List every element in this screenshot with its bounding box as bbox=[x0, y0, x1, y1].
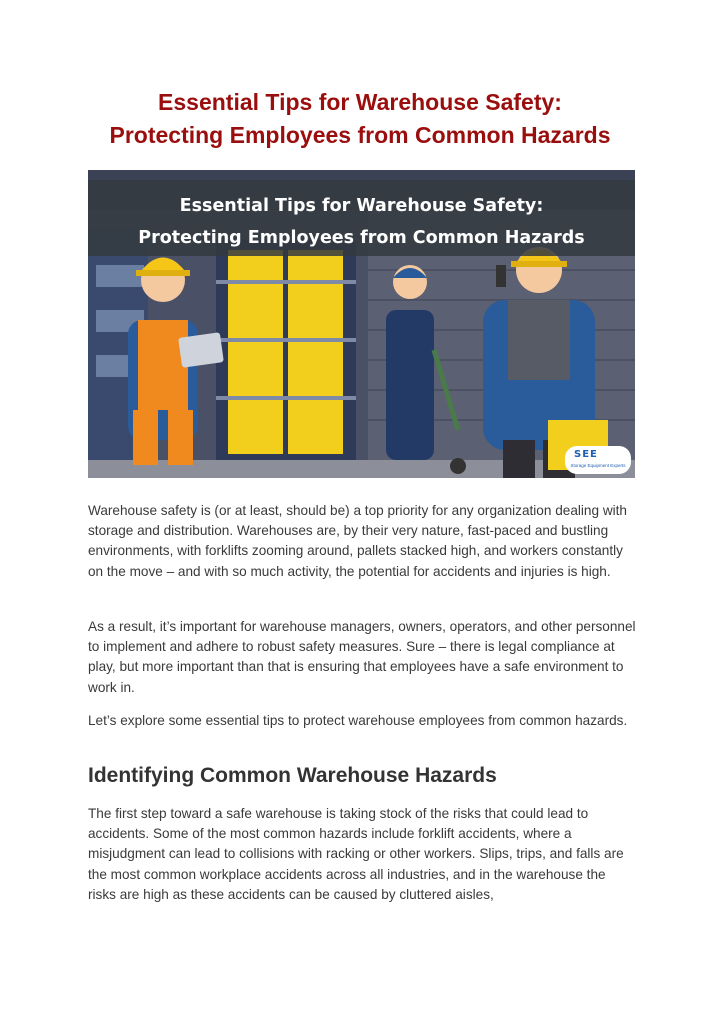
brand-logo bbox=[565, 446, 631, 474]
explore-paragraph: Let’s explore some essential tips to protect warehouse employees from common hazards. bbox=[88, 713, 628, 728]
box-6 bbox=[288, 342, 343, 396]
brand-logo-tagline: Storage Equipment Experts bbox=[570, 463, 626, 468]
hazards-paragraph: The first step toward a safe warehouse is taking stock of the risks that could lead to accidents. Some of the most common hazards include forklift accidents, where a misjudgment can lead to collisions with racking or other workers. Slips, trips, and falls are the most common workplace accidents across all industries, and in the warehouse the risks are high as these accidents can be caused by cluttered aisles, bbox=[88, 806, 624, 902]
box-8 bbox=[288, 400, 343, 454]
intro-paragraph: Warehouse safety is (or at least, should be) a top priority for any organization dealing with storage and distribution. Warehouses are, by their very nature, fast-paced and bustling environments, with forklifts zooming around, pallets stacked high, and workers constantly on the move – and with so much activity, the potential for accidents and injuries is high. bbox=[88, 503, 627, 579]
page-title-line-1: Essential Tips for Warehouse Safety: bbox=[158, 89, 562, 115]
box-3 bbox=[228, 284, 283, 338]
brand-logo-mark: SEE bbox=[574, 449, 598, 460]
hero-illustration bbox=[88, 170, 635, 478]
box-5 bbox=[228, 342, 283, 396]
hero-banner-line-1: Essential Tips for Warehouse Safety: bbox=[179, 196, 544, 216]
box-7 bbox=[228, 400, 283, 454]
section-heading: Identifying Common Warehouse Hazards bbox=[88, 764, 497, 787]
hero-banner-line-2: Protecting Employees from Common Hazards bbox=[138, 228, 585, 248]
hero-banner bbox=[88, 180, 635, 256]
box-4 bbox=[288, 284, 343, 338]
page-title bbox=[60, 86, 660, 152]
importance-paragraph: As a result, it’s important for warehouse managers, owners, operators, and other personnel to implement and adhere to robust safety measures. Sure – there is legal compliance at play, but more important than that is ensuring that employees have a safe environment to work in. bbox=[88, 619, 636, 695]
page-title-line-2: Protecting Employees from Common Hazards bbox=[109, 122, 611, 148]
